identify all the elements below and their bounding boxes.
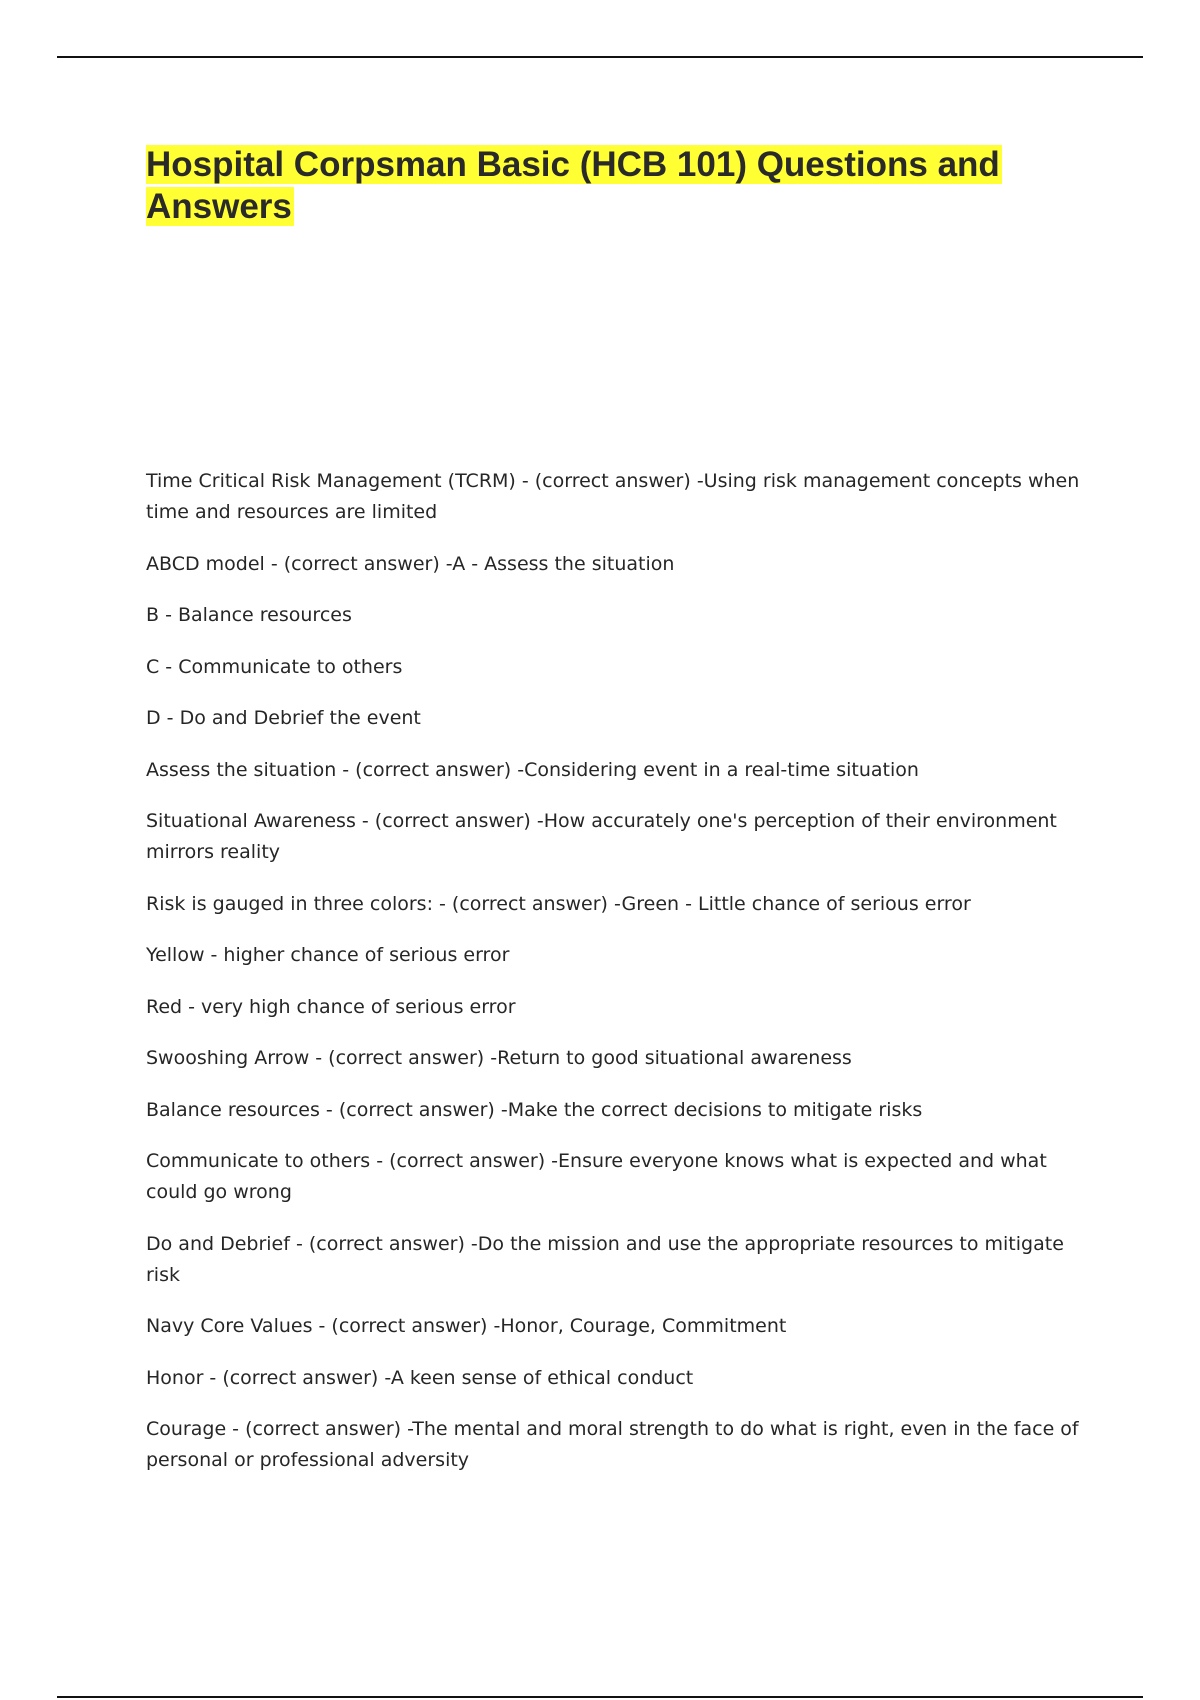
qa-entry: B - Balance resources bbox=[146, 604, 352, 626]
qa-entry: D - Do and Debrief the event bbox=[146, 707, 421, 729]
qa-entry: Honor - (correct answer) -A keen sense of ethical conduct bbox=[146, 1366, 694, 1389]
title-highlight: Hospital Corpsman Basic (HCB 101) Questions and Answers bbox=[146, 145, 1000, 226]
qa-list bbox=[146, 466, 1096, 1497]
qa-entry: Risk is gauged in three colors: - (correct answer) -Green - Little chance of serious error bbox=[146, 892, 971, 915]
qa-entry: Time Critical Risk Management (TCRM) - (correct answer) -Using risk management concepts when time and resources are limited bbox=[146, 470, 1080, 523]
qa-entry: Balance resources - (correct answer) -Make the correct decisions to mitigate risks bbox=[146, 1098, 923, 1121]
qa-entry: Do and Debrief - (correct answer) -Do the mission and use the appropriate resources to mitigate risk bbox=[146, 1232, 1064, 1286]
header-rule bbox=[57, 56, 1143, 58]
footer-rule bbox=[57, 1696, 1143, 1698]
qa-entry: C - Communicate to others bbox=[146, 655, 403, 678]
qa-entry: ABCD model - (correct answer) -A - Assess the situation bbox=[146, 552, 675, 575]
qa-entry: Situational Awareness - (correct answer) -How accurately one's perception of their environment mirrors reality bbox=[146, 810, 1057, 863]
qa-entry: Navy Core Values - (correct answer) -Honor, Courage, Commitment bbox=[146, 1315, 787, 1337]
document-title bbox=[146, 144, 1086, 228]
qa-entry: Assess the situation - (correct answer) -Considering event in a real-time situation bbox=[146, 758, 919, 781]
qa-entry: Courage - (correct answer) -The mental and moral strength to do what is right, even in the face of personal or professional adversity bbox=[146, 1418, 1079, 1471]
qa-entry: Yellow - higher chance of serious error bbox=[146, 944, 510, 966]
qa-entry: Red - very high chance of serious error bbox=[146, 995, 516, 1018]
qa-entry: Communicate to others - (correct answer) -Ensure everyone knows what is expected and what could go wrong bbox=[146, 1150, 1047, 1203]
qa-entry: Swooshing Arrow - (correct answer) -Return to good situational awareness bbox=[146, 1047, 852, 1069]
